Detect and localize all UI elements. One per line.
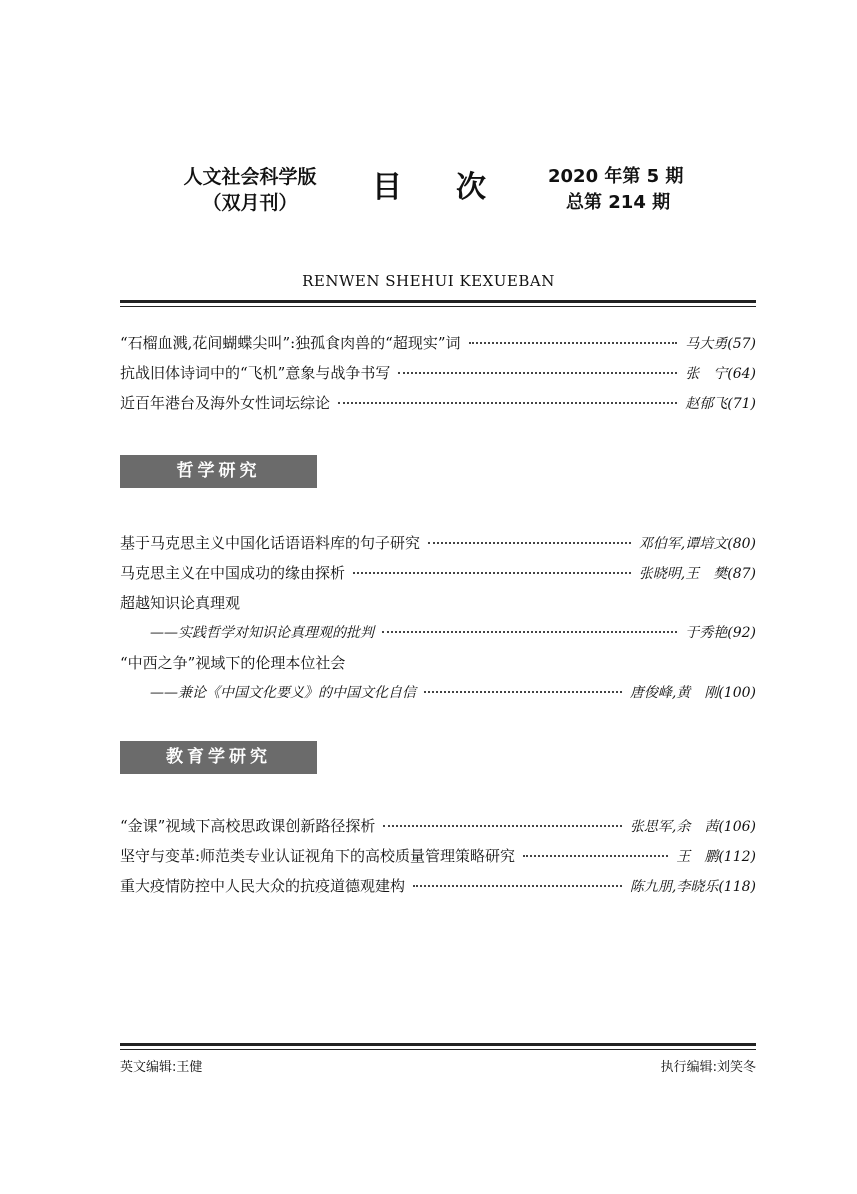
toc-entry[interactable] — [120, 652, 756, 676]
entry-author-page: 赵郁飞(71) — [685, 396, 756, 412]
entry-title: “中西之争”视域下的伦理本位社会 — [120, 654, 346, 672]
entry-title: “金课”视域下高校思政课创新路径探析 — [120, 817, 376, 835]
footer-rule-thick — [120, 1043, 756, 1046]
leader-dots — [383, 825, 622, 827]
toc-entry[interactable] — [120, 815, 756, 839]
toc-entry[interactable] — [120, 845, 756, 869]
pinyin-title: RENWEN SHEHUI KEXUEBAN — [302, 272, 555, 290]
entry-author-page: 邓伯军,谭培文(80) — [638, 536, 756, 552]
toc-entry[interactable] — [120, 562, 756, 586]
toc-entry[interactable] — [120, 392, 756, 416]
entry-title: 近百年港台及海外女性词坛综论 — [120, 394, 331, 412]
entry-title: “石榴血溅,花间蝴蝶尖叫”:独孤食肉兽的“超现实”词 — [120, 334, 461, 352]
entry-subtitle: ——实践哲学对知识论真理观的批判 — [150, 625, 374, 641]
entry-author-page: 陈九朋,李晓乐(118) — [629, 879, 756, 895]
entry-subtitle: ——兼论《中国文化要义》的中国文化自信 — [150, 685, 416, 701]
toc-entry[interactable] — [120, 332, 756, 356]
toc-entry[interactable] — [120, 875, 756, 899]
toc-entry[interactable] — [120, 362, 756, 386]
leader-dots — [413, 885, 622, 887]
toc-entry[interactable] — [120, 592, 756, 616]
header-rule-thick — [120, 300, 756, 303]
executive-editor: 执行编辑:刘笑冬 — [660, 1060, 756, 1075]
toc-entry[interactable] — [120, 532, 756, 556]
section-header-philosophy: 哲学研究 — [120, 455, 317, 488]
leader-dots — [382, 631, 677, 633]
entry-title: 马克思主义在中国成功的缘由探析 — [120, 564, 346, 582]
entry-author-page: 张晓明,王 樊(87) — [638, 566, 756, 582]
entry-title: 抗战旧体诗词中的“飞机”意象与战争书写 — [120, 364, 391, 382]
edition-label: 人文社会科学版 — [183, 166, 317, 188]
entry-title: 基于马克思主义中国化话语语料库的句子研究 — [120, 534, 421, 552]
english-editor: 英文编辑:王健 — [120, 1060, 203, 1075]
section-header-education: 教育学研究 — [120, 741, 317, 774]
leader-dots — [469, 342, 678, 344]
entry-author-page: 唐俊峰,黄 刚(100) — [629, 685, 756, 701]
entry-title: 超越知识论真理观 — [120, 594, 241, 612]
header-rule-thin — [120, 306, 756, 307]
entry-author-page: 王 鹏(112) — [676, 849, 756, 865]
entry-title: 重大疫情防控中人民大众的抗疫道德观建构 — [120, 877, 406, 895]
leader-dots — [353, 572, 631, 574]
entry-author-page: 张 宁(64) — [685, 366, 756, 382]
entry-author-page: 张思军,余 茜(106) — [629, 819, 756, 835]
journal-edition — [150, 164, 350, 216]
entry-title: 坚守与变革:师范类专业认证视角下的高校质量管理策略研究 — [120, 847, 516, 865]
toc-entry-subtitle[interactable] — [150, 622, 756, 646]
page-title: 目次 — [372, 170, 540, 205]
leader-dots — [338, 402, 677, 404]
entry-author-page: 于秀艳(92) — [685, 625, 756, 641]
total-issue-label: 总第 214 期 — [566, 192, 671, 213]
toc-entry-subtitle[interactable] — [150, 682, 756, 706]
frequency-label: （双月刊） — [202, 192, 298, 214]
footer-rule-thin — [120, 1049, 756, 1050]
leader-dots — [398, 372, 677, 374]
leader-dots — [523, 855, 668, 857]
entry-author-page: 马大勇(57) — [685, 336, 756, 352]
issue-info — [548, 164, 688, 216]
issue-label: 2020 年第 5 期 — [548, 166, 684, 187]
leader-dots — [428, 542, 631, 544]
leader-dots — [424, 691, 622, 693]
